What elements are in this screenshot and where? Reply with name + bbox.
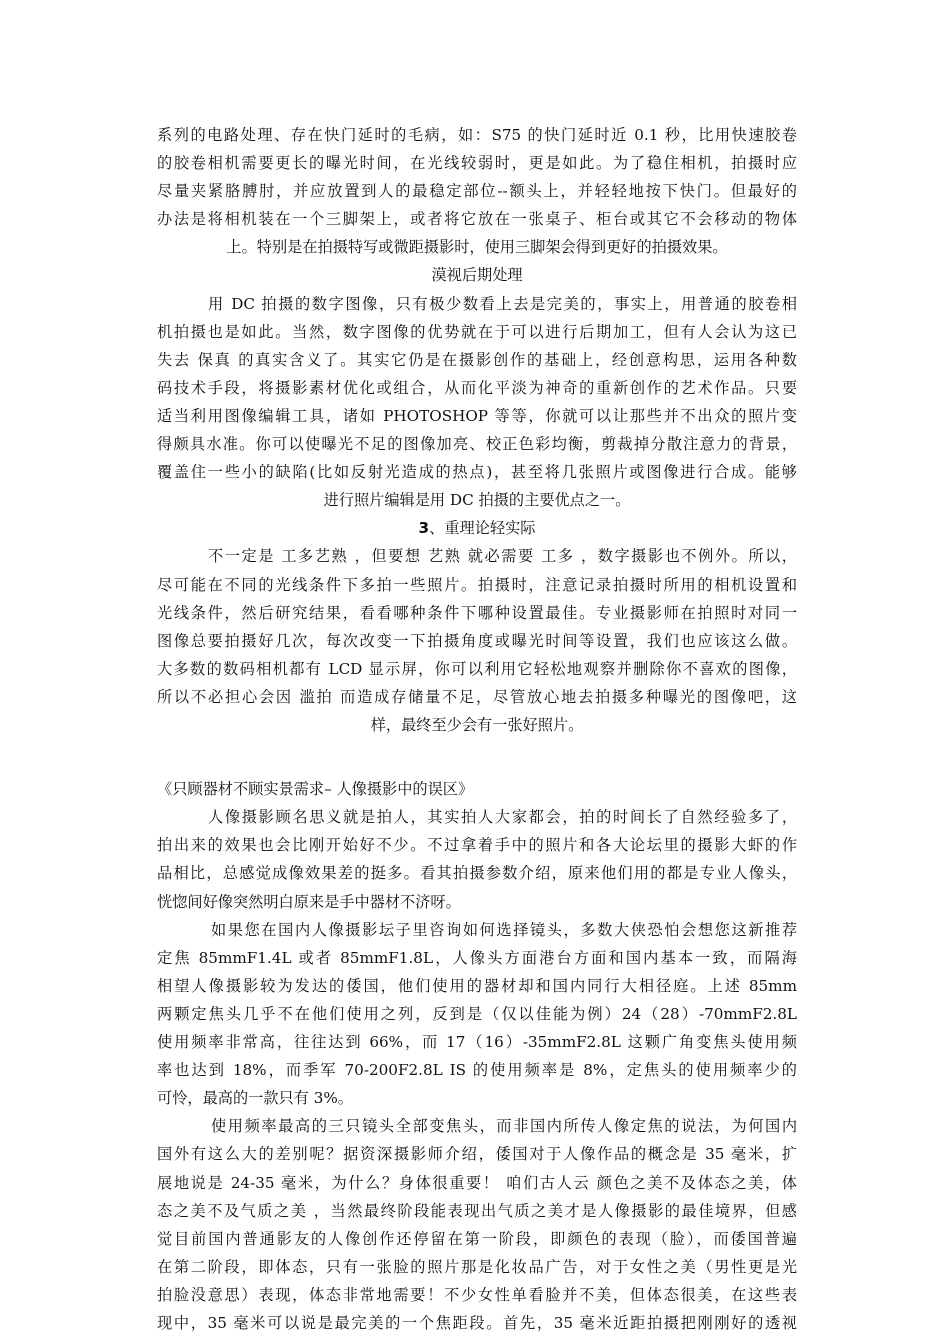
- text-line: 不一定是 工多艺熟 ，但要想 艺熟 就必需要 工多 ，数字摄影也不例外。所以，: [208, 547, 797, 565]
- text-line: 定焦 85mmF1.4L 或者 85mmF1.8L，人像头方面港台方面和国内基本一致，而隔海: [157, 949, 797, 967]
- text-line: 的胶卷相机需要更长的曝光时间，在光线较弱时，更是如此。为了稳住相机，拍摄时应: [157, 154, 797, 172]
- text-line: 人像摄影顾名思义就是拍人，其实拍人大家都会，拍的时间长了自然经验多了，: [208, 808, 797, 826]
- section-number: 3: [418, 519, 430, 537]
- text-line: 在第二阶段，即体态，只有一张脸的照片那是化妆品广告，对于女性之美（男性更是光: [157, 1258, 797, 1276]
- text-line: 办法是将相机装在一个三脚架上，或者将它放在一张桌子、柜台或其它不会移动的物体: [157, 210, 797, 228]
- text-line: 尽量夹紧胳膊肘，并应放置到人的最稳定部位--额头上，并轻轻地按下快门。但最好的: [157, 182, 797, 200]
- text-line: 觉目前国内普通影友的人像创作还停留在第一阶段，即颜色的表现（脸），而倭国普遍: [157, 1230, 797, 1248]
- section-heading-text: 、重理论轻实际: [429, 519, 536, 537]
- text-line: 覆盖住一些小的缺陷(比如反射光造成的热点)，甚至将几张照片或图像进行合成。能够: [157, 463, 797, 481]
- text-line: 国外有这么大的差别呢？据资深摄影师介绍，倭国对于人像作品的概念是 35 毫米，扩: [157, 1145, 797, 1163]
- text-line: 品相比，总感觉成像效果差的挺多。看其拍摄参数介绍，原来他们用的都是专业人像头，: [157, 864, 797, 882]
- text-line: 所以不必担心会因 滥拍 而造成存储量不足，尽管放心地去拍摄多种曝光的图像吧，这: [157, 688, 797, 706]
- section-heading: [157, 514, 797, 542]
- text-line: 率也达到 18%，而季军 70-200F2.8L IS 的使用频率是 8%，定焦头的使用频率少的: [157, 1061, 797, 1079]
- text-line: 使用频率最高的三只镜头全部变焦头，而非国内所传人像定焦的说法，为何国内: [211, 1117, 797, 1135]
- text-line: 可怜，最高的一款只有 3%。: [157, 1089, 353, 1107]
- text-line: 样，最终至少会有一张好照片。: [370, 716, 584, 734]
- text-line: 失去 保真 的真实含义了。其实它仍是在摄影创作的基础上，经创意构思，运用各种数: [157, 351, 797, 369]
- section-heading: 漠视后期处理: [431, 266, 523, 284]
- text-line: 大多数的数码相机都有 LCD 显示屏，你可以利用它轻松地观察并删除你不喜欢的图像，: [157, 660, 797, 678]
- text-line: 尽可能在不同的光线条件下多拍一些照片。拍摄时，注意记录拍摄时所用的相机设置和: [157, 576, 797, 594]
- text-line: 机拍摄也是如此。当然，数字图像的优势就在于可以进行后期加工，但有人会认为这已: [157, 323, 797, 341]
- text-line: 得颇具水准。你可以使曝光不足的图像加亮、校正色彩均衡，剪裁掉分散注意力的背景，: [157, 435, 797, 453]
- text-line: 展地说是 24-35 毫米，为什么？身体很重要！ 咱们古人云 颜色之美不及体态之美，体: [157, 1174, 797, 1192]
- text-line: 拍脸没意思）表现，体态非常地需要！不少女性单看脸并不美，但体态很美，在这些表: [157, 1286, 797, 1304]
- text-line: 相望人像摄影较为发达的倭国，他们使用的器材却和国内同行大相径庭。上述 85mm: [157, 977, 797, 995]
- text-line: 用 DC 拍摄的数字图像，只有极少数看上去是完美的，事实上，用普通的胶卷相: [208, 295, 797, 313]
- text-line: 现中，35 毫米可以说是最完美的一个焦距段。首先，35 毫米近距拍摄把刚刚好的透视: [157, 1314, 797, 1332]
- text-line: 恍惚间好像突然明白原来是手中器材不济呀。: [157, 893, 461, 911]
- text-line: 系列的电路处理、存在快门延时的毛病，如：S75 的快门延时近 0.1 秒，比用快速胶卷: [157, 126, 797, 144]
- text-line: 态之美不及气质之美 ，当然最终阶段能表现出气质之美才是人像摄影的最佳境界，但感: [157, 1202, 797, 1220]
- text-line: 图像总要拍摄好几次，每次改变一下拍摄角度或曝光时间等设置，我们也应该这么做。: [157, 632, 797, 650]
- text-line: 码技术手段，将摄影素材优化或组合，从而化平淡为神奇的重新创作的艺术作品。只要: [157, 379, 797, 397]
- text-line: 拍出来的效果也会比刚开始好不少。不过拿着手中的照片和各大论坛里的摄影大虾的作: [157, 836, 797, 854]
- text-line: 光线条件，然后研究结果，看看哪种条件下哪种设置最佳。专业摄影师在拍照时对同一: [157, 604, 797, 622]
- text-line: 进行照片编辑是用 DC 拍摄的主要优点之一。: [323, 491, 631, 509]
- text-line: 适当利用图像编辑工具，诸如 PHOTOSHOP 等等，你就可以让那些并不出众的照片变: [157, 407, 797, 425]
- text-line: 两颗定焦头几乎不在他们使用之列，反到是（仅以佳能为例）24（28）-70mmF2.8L: [157, 1005, 798, 1023]
- text-line: 如果您在国内人像摄影坛子里咨询如何选择镜头，多数大侠恐怕会想您这新推荐: [211, 921, 797, 939]
- text-line: 使用频率非常高，往往达到 66%，而 17（16）-35mmF2.8L 这颗广角变焦头使用频: [157, 1033, 797, 1051]
- text-line: 上。特别是在拍摄特写或微距摄影时，使用三脚架会得到更好的拍摄效果。: [226, 238, 728, 256]
- article-title: 《只顾器材不顾实景需求– 人像摄影中的误区》: [157, 780, 474, 798]
